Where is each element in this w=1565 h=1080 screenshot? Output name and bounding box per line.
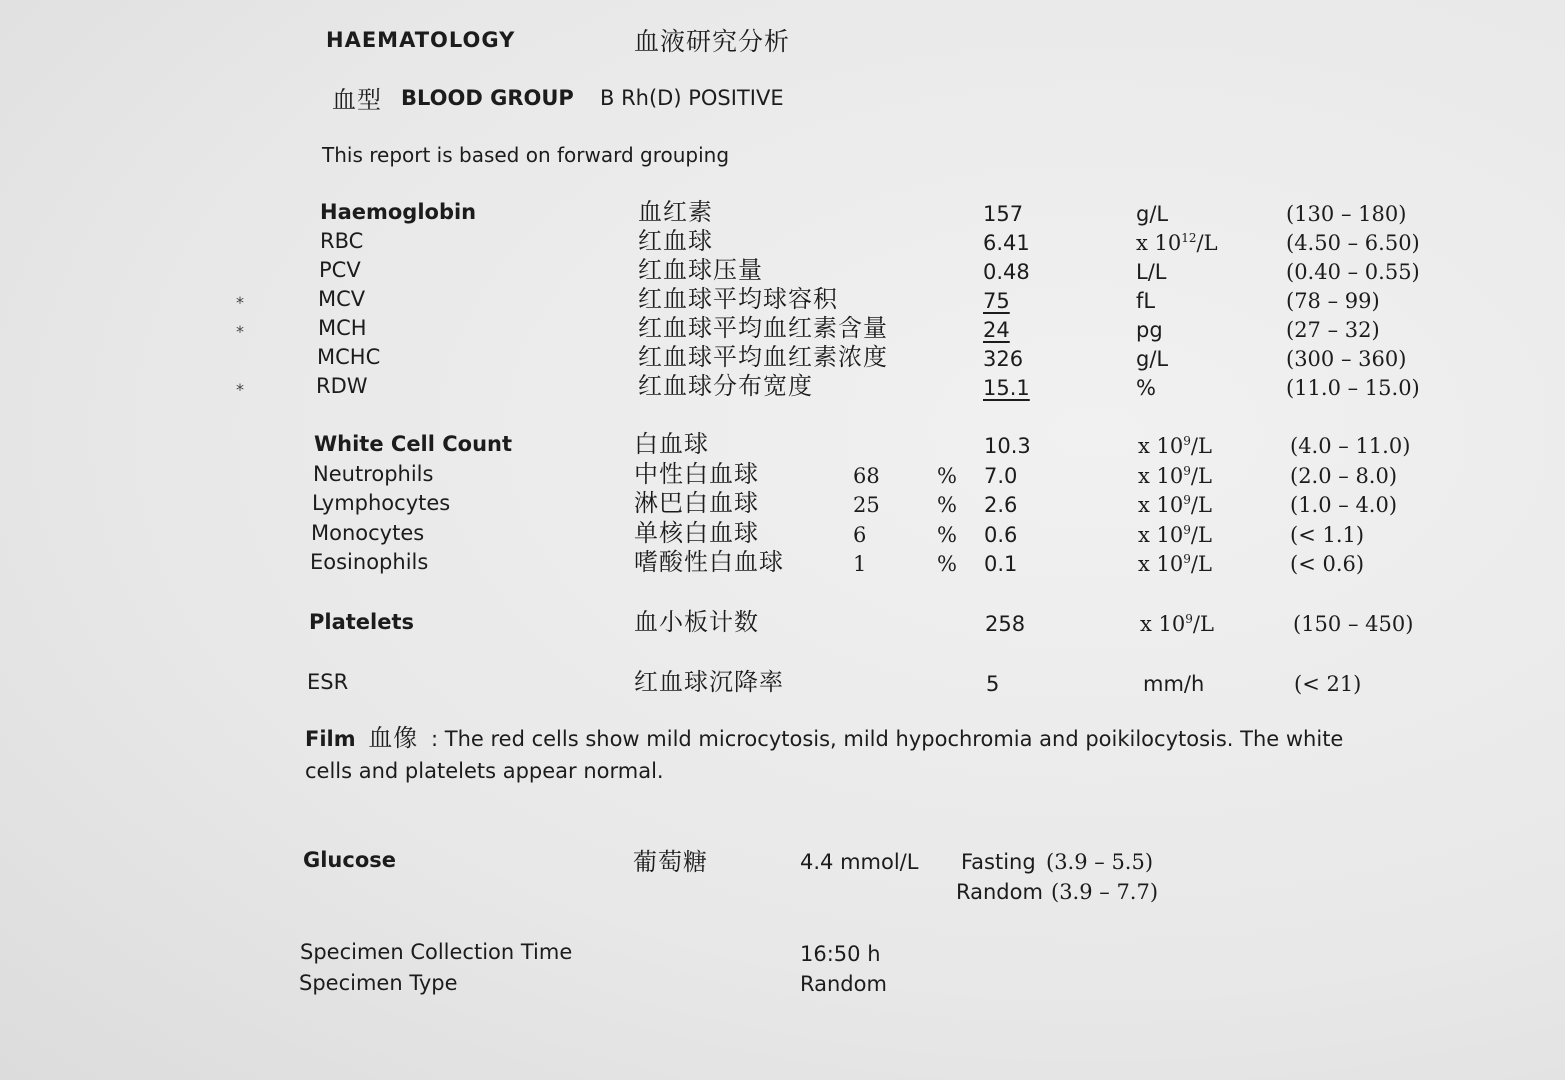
wbc-unit: x $10^9/L$ [1138,493,1212,517]
report-title-cn: 血液研究分析 [634,27,791,56]
wbc-name: Monocytes [311,521,425,545]
platelets-name: Platelets [309,610,415,634]
wbc-name-cn: 白血球 [634,430,709,458]
film-text: : The red cells show mild microcytosis, mild hypochromia and poikilocytosis. The white cells and platelets appear normal. [305,727,1344,783]
test-unit: x $10^{12}/L$ [1136,231,1218,255]
wbc-unit: x $10^9/L$ [1138,552,1212,576]
test-name: MCHC [317,345,381,369]
wbc-value: 2.6 [984,493,1018,517]
blood-group-label: BLOOD GROUP [401,86,574,110]
test-unit: % [1136,376,1156,400]
glucose-fasting-label: Fasting [961,850,1036,874]
wbc-range: (< 0.6) [1290,552,1365,576]
test-value: 0.48 [983,260,1030,284]
test-name-cn: 红血球压量 [638,256,763,284]
wbc-percent-sign: % [937,523,957,547]
platelets-unit: x $10^9/L$ [1140,612,1214,636]
test-value: 157 [983,202,1024,226]
platelets-value: 258 [985,612,1026,636]
test-name: RDW [316,374,368,398]
test-name: MCH [318,316,367,340]
platelets-range: (150 – 450) [1293,612,1414,636]
wbc-name: Eosinophils [310,550,429,574]
esr-name: ESR [307,670,349,694]
wbc-name: White Cell Count [314,432,513,456]
specimen-time-value: 16:50 h [800,942,881,966]
test-unit: g/L [1136,347,1169,371]
wbc-unit: x $10^9/L$ [1138,434,1212,458]
wbc-name-cn: 单核白血球 [634,519,759,547]
wbc-name-cn: 嗜酸性白血球 [634,548,784,576]
esr-unit: mm/h [1143,672,1205,696]
wbc-range: (2.0 – 8.0) [1290,464,1398,488]
test-range: (300 – 360) [1286,347,1407,371]
test-value: 24 [983,318,1010,342]
wbc-range: (< 1.1) [1290,523,1365,547]
test-unit: g/L [1136,202,1169,226]
test-name-cn: 血红素 [638,198,713,226]
test-name-cn: 红血球分布宽度 [638,372,813,400]
test-name-cn: 红血球平均血红素浓度 [638,343,888,371]
wbc-name-cn: 淋巴白血球 [634,489,759,517]
blood-group-label-cn: 血型 [332,86,382,114]
test-name-cn: 红血球平均血红素含量 [638,314,888,342]
esr-value: 5 [986,672,1000,696]
glucose-value: 4.4 mmol/L [800,850,919,874]
wbc-range: (1.0 – 4.0) [1290,493,1398,517]
test-value: 6.41 [983,231,1030,255]
wbc-unit: x $10^9/L$ [1138,464,1212,488]
test-name: Haemoglobin [320,200,477,224]
wbc-percent: 25 [853,493,880,517]
specimen-time-label: Specimen Collection Time [300,940,573,964]
wbc-value: 0.6 [984,523,1018,547]
esr-cn: 红血球沉降率 [634,668,784,696]
test-range: (130 – 180) [1286,202,1407,226]
wbc-value: 7.0 [984,464,1018,488]
abnormal-flag: * [236,380,244,399]
wbc-percent: 68 [853,464,880,488]
esr-range: (< 21) [1294,672,1362,696]
glucose-random-label: Random [956,880,1043,904]
test-range: (78 – 99) [1286,289,1380,313]
specimen-type-value: Random [800,972,887,996]
wbc-percent-sign: % [937,552,957,576]
platelets-cn: 血小板计数 [634,608,759,636]
glucose-fasting-range: (3.9 – 5.5) [1046,850,1154,874]
film-comment [305,722,1390,787]
report-note: This report is based on forward grouping [322,143,730,167]
blood-group-value: B Rh(D) POSITIVE [600,86,784,110]
test-name: RBC [320,229,364,253]
abnormal-flag: * [236,322,244,341]
test-range: (0.40 – 0.55) [1286,260,1420,284]
test-range: (27 – 32) [1286,318,1380,342]
wbc-percent: 1 [853,552,867,576]
film-label-cn: 血像 [368,724,419,752]
test-name: PCV [319,258,361,282]
wbc-percent-sign: % [937,464,957,488]
report-title: HAEMATOLOGY [326,28,516,52]
glucose-name: Glucose [303,848,397,872]
test-range: (11.0 – 15.0) [1286,376,1420,400]
test-name-cn: 红血球平均球容积 [638,285,838,313]
wbc-value: 0.1 [984,552,1018,576]
test-unit: L/L [1136,260,1167,284]
test-unit: fL [1136,289,1156,313]
test-value: 326 [983,347,1024,371]
test-value: 15.1 [983,376,1030,400]
specimen-type-label: Specimen Type [299,971,458,995]
wbc-percent: 6 [853,523,867,547]
wbc-name: Lymphocytes [312,491,451,515]
test-unit: pg [1136,318,1163,342]
wbc-range: (4.0 – 11.0) [1290,434,1411,458]
glucose-cn: 葡萄糖 [633,848,708,876]
test-range: (4.50 – 6.50) [1286,231,1420,255]
film-label: Film [305,727,356,751]
test-name: MCV [318,287,366,311]
wbc-unit: x $10^9/L$ [1138,523,1212,547]
glucose-random-range: (3.9 – 7.7) [1051,880,1159,904]
test-value: 75 [983,289,1010,313]
wbc-value: 10.3 [984,434,1031,458]
wbc-name-cn: 中性白血球 [634,460,759,488]
wbc-percent-sign: % [937,493,957,517]
wbc-name: Neutrophils [313,462,434,486]
abnormal-flag: * [236,293,244,312]
test-name-cn: 红血球 [638,227,713,255]
